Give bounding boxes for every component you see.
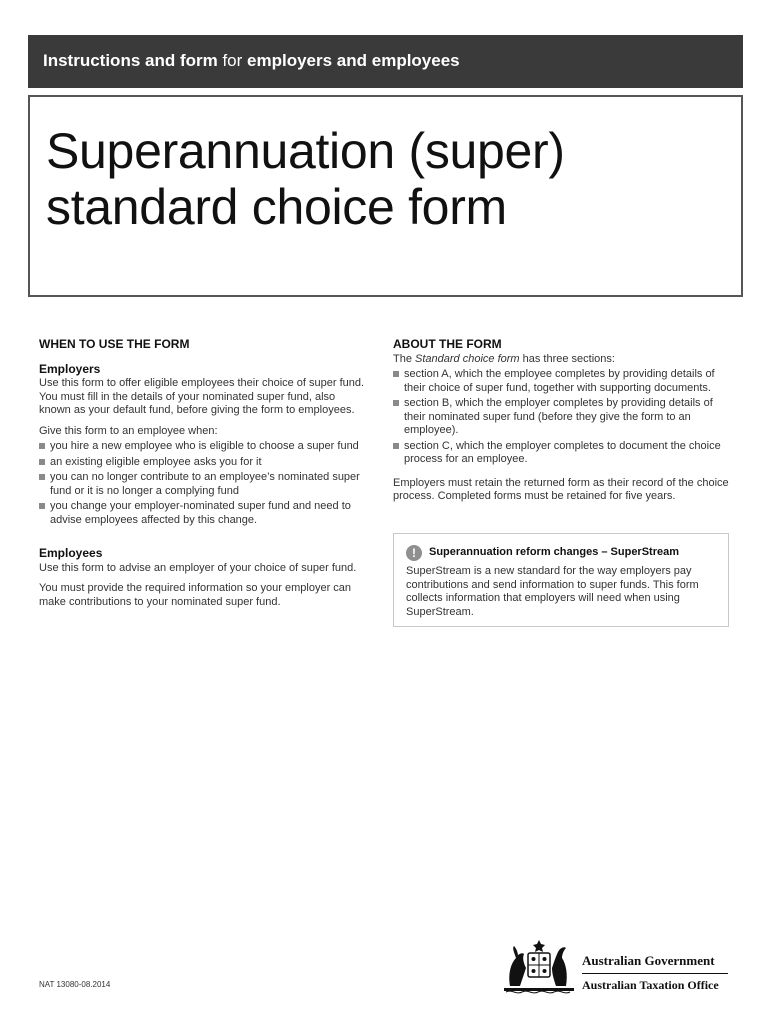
give-intro: Give this form to an employee when: <box>39 424 218 437</box>
about-heading: ABOUT THE FORM <box>393 337 502 351</box>
employees-text-2: You must provide the required information so your employer can make contributions to your nominated super fund. <box>39 582 352 608</box>
logo-text <box>582 953 728 993</box>
notice-header <box>406 545 716 561</box>
logo-line-1: Australian Government <box>582 953 728 974</box>
list-item: you can no longer contribute to an employee’s nominated super fund or it is no longer a complying fund <box>39 471 369 498</box>
employees-text-1: Use this form to advise an employer of your choice of super fund. <box>39 561 357 574</box>
employers-heading: Employers <box>39 361 101 376</box>
notice-text: SuperStream is a new standard for the way employers pay contributions and send information to super funds. This form collects information that employers will need when using SuperStream. <box>406 565 699 618</box>
title-line-2: standard choice form <box>46 179 507 235</box>
government-logo <box>500 938 732 998</box>
list-item: an existing eligible employee asks you for it <box>39 456 369 470</box>
list-item: section B, which the employer completes by providing details of their nominated super fund (before they give the form to an employee). <box>393 397 733 438</box>
banner-text-bold-1: Instructions and form <box>43 51 218 70</box>
sections-list <box>393 368 733 467</box>
give-list <box>39 440 369 527</box>
employees-heading: Employees <box>39 546 103 560</box>
banner-text-normal: for <box>217 51 248 70</box>
about-column <box>393 338 733 511</box>
superstream-notice <box>393 533 729 627</box>
coat-of-arms-icon <box>500 938 578 996</box>
when-to-use-heading: WHEN TO USE THE FORM <box>39 337 190 351</box>
about-intro-italic: Standard choice form <box>415 352 520 365</box>
about-intro-suffix: has three sections: <box>519 352 615 365</box>
list-item: section C, which the employer completes to document the choice process for an employee. <box>393 440 733 467</box>
title-line-1: Superannuation (super) <box>46 123 565 179</box>
banner-text-bold-2: employers and employees <box>247 51 460 70</box>
about-intro-prefix: The <box>393 352 416 365</box>
list-item: section A, which the employee completes by providing details of their choice of super fund, together with supporting documents. <box>393 368 733 395</box>
list-item: you hire a new employee who is eligible to choose a super fund <box>39 440 369 454</box>
notice-title: Superannuation reform changes – SuperStream <box>429 546 680 559</box>
exclamation-icon: ! <box>406 545 422 561</box>
when-to-use-column <box>39 338 369 616</box>
header-banner <box>28 35 743 88</box>
logo-line-2: Australian Taxation Office <box>582 978 719 992</box>
page-title <box>46 123 565 235</box>
form-code: NAT 13080-08.2014 <box>39 980 111 989</box>
list-item: you change your employer-nominated super fund and need to advise employees affected by this change. <box>39 500 369 527</box>
retain-text: Employers must retain the returned form as their record of the choice process. Completed forms must be retained for five years. <box>393 476 729 502</box>
title-box <box>28 95 743 297</box>
employers-text: Use this form to offer eligible employees their choice of super fund. You must fill in the details of your nominated super fund, also known as your default fund, before giving the form to employees. <box>39 377 365 416</box>
about-intro <box>393 353 733 367</box>
